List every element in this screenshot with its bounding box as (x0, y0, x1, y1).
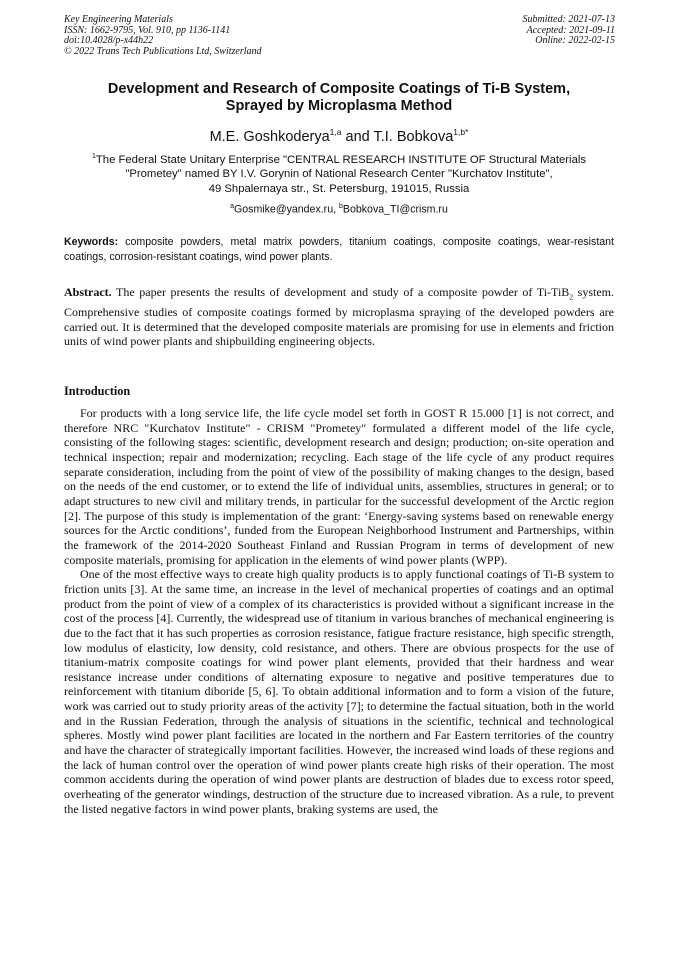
publication-dates (523, 15, 616, 47)
journal-doi: doi:10.4028/p-x44h22 (64, 35, 154, 46)
paper-title (64, 81, 614, 115)
author-1: M.E. Goshkoderya (209, 128, 330, 145)
email-b: Bobkova_TI@crism.ru (342, 203, 448, 216)
affil-line-1: The Federal State Unitary Enterprise "CENTRAL RESEARCH INSTITUTE OF Structural Materials (95, 153, 587, 166)
abstract-label: Abstract. (64, 285, 112, 299)
email-a: Gosmike@yandex.ru, (234, 203, 339, 216)
author-list (64, 123, 614, 146)
abstract (64, 285, 614, 349)
abstract-subscript: 2 (569, 292, 574, 302)
affil-line-3: 49 Shpalernaya str., St. Petersburg, 191015, Russia (208, 182, 470, 195)
date-online: Online: 2022-02-15 (535, 35, 615, 46)
section-heading-introduction: Introduction (64, 384, 131, 398)
affil-marker: 1 (91, 153, 96, 160)
keywords-label: Keywords: (64, 236, 119, 248)
affil-line-2: "Prometey" named BY I.V. Gorynin of National Research Center "Kurchatov Institute", (125, 168, 553, 181)
journal-name: Key Engineering Materials (64, 14, 173, 25)
title-line-2: Sprayed by Microplasma Method (225, 98, 453, 114)
email-a-marker: a (230, 203, 235, 210)
keywords (64, 235, 614, 264)
paragraph-1: For products with a long service life, the life cycle model set forth in GOST R 15.000 [1] is not correct, and therefore NRC "Kurchatov Institute" - CRISM "Prometey" formulated a different model of the life cycle, consisting of the following stages: scientific, development research and design; production; on-site operation and technical inspection; repair and modernization; recycling. Each stage of the life cycle of any product requires separate consideration, including from the point of view of the possibility of making changes to the design, based on the needs of the end customer, or to extend the life of individual units, assemblies, structures in general; or to adapt structures to new civil and military trends, in particular for the successful development of the Arctic region [2]. The purpose of this study is implementation of the grant: ‘Energy-saving systems based on renewable energy sources for the Arctic conditions’, funded from the European Neighborhood Instrument and Partnerships, within the framework of the 2014-2020 Southeast Finland and Russian Program in terms of development of new composite materials, promising for application in the elements of wind power plants (WPP). (64, 406, 614, 567)
journal-info (64, 15, 262, 57)
date-submitted: Submitted: 2021-07-13 (522, 14, 615, 25)
abstract-text-1: The paper presents the results of development and study of a composite powder of Ti-TiB (111, 285, 570, 299)
email-b-marker: b (339, 203, 343, 210)
author-1-affil: 1,a (329, 127, 342, 137)
author-2-affil: 1,b* (453, 127, 469, 137)
paragraph-2: One of the most effective ways to create high quality products is to apply functional coatings of Ti-B system to friction units [3]. At the same time, an increase in the level of mechanical properties of coatings and an optimal product from the point of view of a complex of its characteristics is provided without a significant increase in the cost of the process [4]. Currently, the widespread use of titanium in various branches of mechanical engineering is due to the fact that it has such properties as corrosion resistance, fatigue fracture resistance, high specific strength, low modulus of elasticity, low density, cold resistance, and others. There are obvious prospects for the use of titanium-matrix composite coatings for wind power plant elements, provided that their hardness and wear resistance increase under conditions of alternating exposure to negative and positive temperatures due to reinforcement with titanium diboride [5, 6]. To obtain additional information and to form a vision of the future, work was carried out to study priority areas of the activity [7]; to determine the factual situation, both in the world and in the Russian Federation, through the analysis of situations in the scientific, technical and technological spheres. Mostly wind power plant facilities are located in the northern and Far Eastern territories of the country and have the character of strategically important facilities. However, the increased wind loads of these regions and the lack of human control over the operation of wind power plants create high risks of their operation. The most common accidents during the operation of wind power plants are destruction of blades due to excess rotor speed, overheating of the generator windings, destruction of the structure due to increased vibration. As a rule, to prevent the listed negative factors in wind power plants, braking systems are used, the (64, 567, 614, 816)
journal-copyright: © 2022 Trans Tech Publications Ltd, Switzerland (64, 45, 262, 57)
abstract-text-2: system. Comprehensive studies of composite coatings formed by microplasma spraying of the developed powders are carried out. It is determined that the developed composite materials are promising for use in elements and friction units of wind power plants and shipbuilding engineering objects. (64, 285, 614, 349)
authors-and: and (341, 128, 374, 145)
title-line-1: Development and Research of Composite Coatings of Ti-B System, (107, 81, 571, 97)
affiliation (64, 150, 614, 196)
author-emails (64, 200, 614, 217)
introduction-body (64, 406, 614, 816)
date-accepted: Accepted: 2021-09-11 (526, 24, 615, 36)
keywords-text: composite powders, metal matrix powders, titanium coatings, composite coatings, wear-resistant coatings, corrosion-resistant coatings, wind power plants. (64, 236, 614, 263)
journal-issn: ISSN: 1662-9795, Vol. 910, pp 1136-1141 (64, 24, 231, 36)
author-2: T.I. Bobkova (373, 128, 454, 145)
